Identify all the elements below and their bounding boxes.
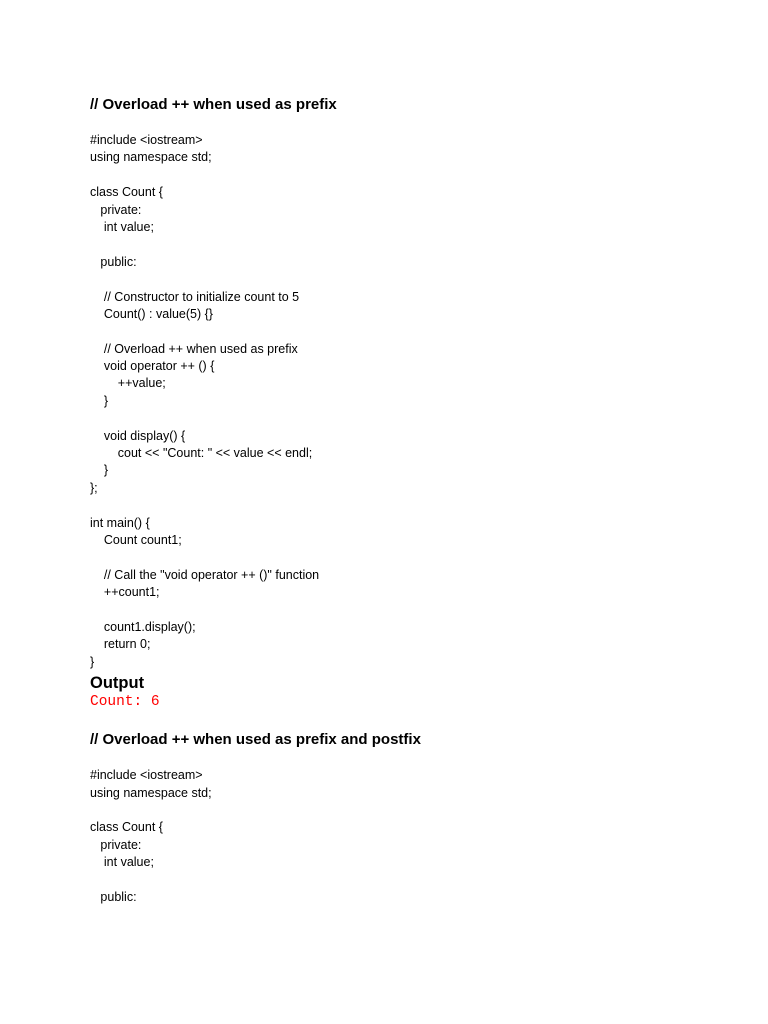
code-line: cout << "Count: " << value << endl; [90, 446, 313, 461]
code-line: }; [90, 480, 98, 495]
code-line [90, 410, 730, 427]
code-line: private: [90, 837, 142, 852]
code-block-2 [90, 767, 730, 906]
code-line [90, 497, 730, 514]
code-line: class Count { [90, 185, 163, 200]
code-line: private: [90, 202, 142, 217]
code-line [90, 549, 730, 566]
code-line: ++value; [90, 376, 166, 391]
code-line [90, 236, 730, 253]
code-line: int value; [90, 219, 154, 234]
code-line: } [90, 654, 95, 669]
output-heading: Output [90, 674, 145, 693]
code-line: using namespace std; [90, 785, 212, 800]
code-line: Count() : value(5) {} [90, 306, 213, 321]
code-line: class Count { [90, 820, 163, 835]
code-line [90, 167, 730, 184]
code-line: using namespace std; [90, 150, 212, 165]
code-line [90, 323, 730, 340]
code-line: Count count1; [90, 532, 182, 547]
code-line: return 0; [90, 637, 151, 652]
code-line [90, 271, 730, 288]
code-line: public: [90, 254, 137, 269]
code-line: void operator ++ () { [90, 359, 215, 374]
section-2-heading: // Overload ++ when used as prefix and postfix [90, 731, 421, 749]
code-line: // Constructor to initialize count to 5 [90, 289, 300, 304]
code-line: ++count1; [90, 585, 160, 600]
code-line [90, 802, 730, 819]
code-line [90, 871, 730, 888]
code-line: } [90, 393, 109, 408]
code-line: void display() { [90, 428, 186, 443]
code-line: } [90, 463, 109, 478]
code-line: count1.display(); [90, 619, 196, 634]
output-value: Count: 6 [90, 694, 160, 711]
document-page [90, 94, 730, 906]
code-line: int value; [90, 855, 154, 870]
code-line: int main() { [90, 515, 150, 530]
section-1-heading: // Overload ++ when used as prefix [90, 96, 337, 113]
code-line [90, 602, 730, 619]
code-line: // Overload ++ when used as prefix [90, 341, 298, 356]
code-block-1 [90, 132, 730, 671]
code-line: // Call the "void operator ++ ()" function [90, 567, 320, 582]
code-line: #include <iostream> [90, 133, 203, 147]
code-line: public: [90, 889, 137, 904]
code-line: #include <iostream> [90, 768, 203, 783]
